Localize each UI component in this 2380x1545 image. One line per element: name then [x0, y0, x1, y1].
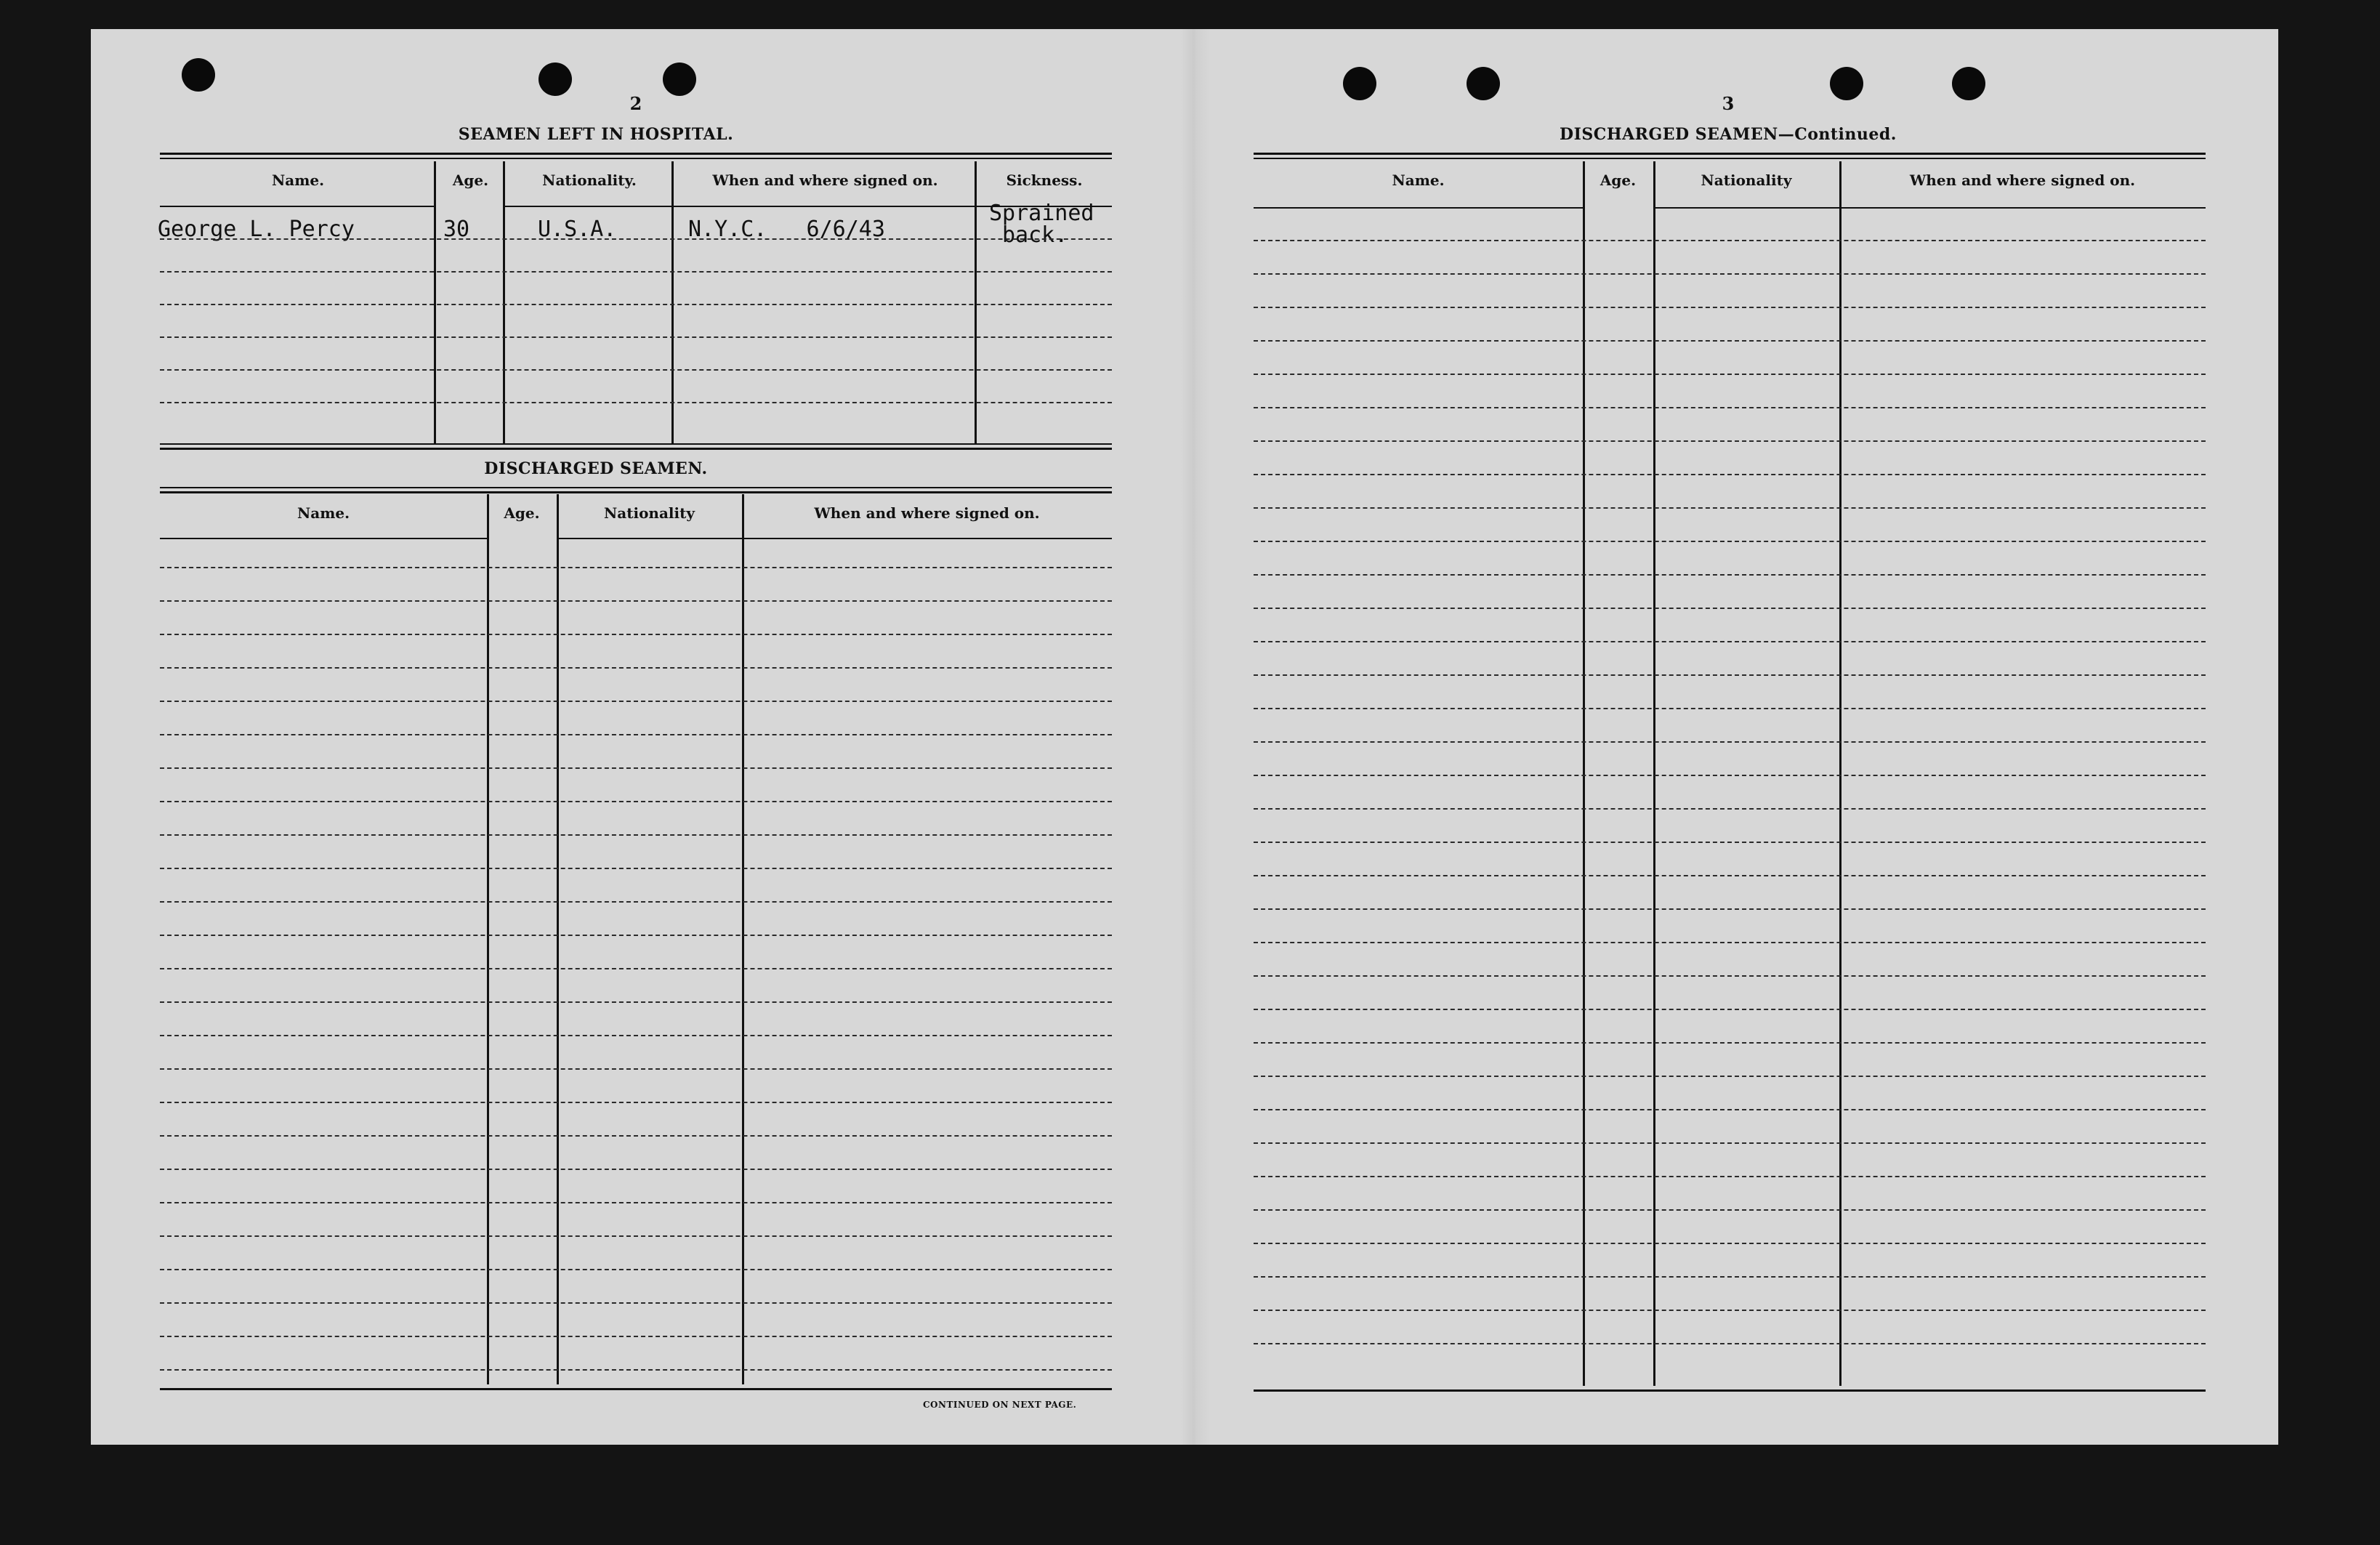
ruled-line [160, 1369, 1112, 1371]
ruled-line [1254, 1209, 2206, 1211]
ruled-line [160, 734, 1112, 735]
document-paper [91, 29, 2278, 1445]
hospital-header-underline [160, 206, 436, 207]
hospital-section-title: SEAMEN LEFT IN HOSPITAL. [458, 125, 734, 144]
punch-hole [1467, 67, 1500, 100]
ruled-line [160, 968, 1112, 969]
ruled-line [1254, 507, 2206, 509]
discharged-bottom-rule [160, 1388, 1112, 1390]
ruled-line [160, 402, 1112, 403]
continued-header-nationality: Nationality [1701, 172, 1792, 189]
ruled-line [160, 701, 1112, 702]
discharged-continued-title: DISCHARGED SEAMEN—Continued. [1560, 125, 1897, 144]
page-gutter [1181, 29, 1210, 1445]
ruled-line [160, 238, 1112, 240]
discharged-section-title: DISCHARGED SEAMEN. [484, 459, 708, 478]
hospital-top-rule [160, 153, 1112, 155]
ruled-line [160, 1336, 1112, 1337]
continued-header-underline [1254, 207, 1583, 209]
ruled-line [1254, 641, 2206, 642]
ruled-line [160, 304, 1112, 305]
hospital-header-underline [505, 206, 674, 207]
right-page-number: 3 [1722, 93, 1735, 114]
discharged-header-underline [742, 538, 1112, 539]
discharged-header-age: Age. [504, 504, 540, 522]
ruled-line [160, 1102, 1112, 1103]
ruled-line [1254, 1343, 2206, 1344]
ruled-line [1254, 440, 2206, 442]
ruled-line [1254, 1042, 2206, 1044]
discharged-column-divider [742, 494, 744, 1384]
ruled-line [1254, 942, 2206, 943]
left-page-number: 2 [629, 93, 642, 114]
ruled-line [1254, 374, 2206, 375]
ruled-line [1254, 1142, 2206, 1144]
ruled-line [1254, 541, 2206, 542]
discharged-column-divider [487, 494, 489, 1384]
ruled-line [1254, 908, 2206, 910]
ruled-line [1254, 407, 2206, 408]
ruled-line [160, 1302, 1112, 1304]
hospital-entry-nationality: U.S.A. [538, 217, 617, 242]
ruled-line [1254, 474, 2206, 475]
continued-header-underline [1839, 207, 2206, 209]
ruled-line [160, 1068, 1112, 1070]
continued-header-underline [1653, 207, 1839, 209]
ruled-line [160, 1035, 1112, 1036]
continued-column-divider [1653, 161, 1655, 1386]
discharged-header-signed-on: When and where signed on. [814, 504, 1040, 522]
discharged-top-rule [160, 487, 1112, 488]
punch-hole [1952, 67, 1985, 100]
ruled-line [160, 935, 1112, 936]
ruled-line [160, 801, 1112, 802]
discharged-top-rule-2 [160, 491, 1112, 493]
ruled-line [1254, 240, 2206, 241]
hospital-header-age: Age. [452, 172, 489, 189]
ruled-line [1254, 1109, 2206, 1110]
ruled-line [160, 901, 1112, 903]
discharged-header-underline [160, 538, 487, 539]
discharged-header-name: Name. [297, 504, 350, 522]
ruled-line [1254, 1243, 2206, 1244]
ruled-line [1254, 340, 2206, 342]
ruled-line [1254, 574, 2206, 576]
ruled-line [160, 600, 1112, 602]
ruled-line [1254, 708, 2206, 709]
continued-column-divider [1839, 161, 1842, 1386]
continued-top-rule [1254, 153, 2206, 155]
ruled-line [160, 1135, 1112, 1137]
ruled-line [1254, 1009, 2206, 1010]
ruled-line [1254, 1076, 2206, 1077]
ruled-line [160, 634, 1112, 635]
ruled-line [1254, 273, 2206, 275]
ruled-line [160, 271, 1112, 273]
ruled-line [160, 868, 1112, 869]
punch-hole [182, 58, 215, 92]
ruled-line [1254, 775, 2206, 776]
ruled-line [1254, 808, 2206, 810]
ruled-line [160, 667, 1112, 669]
continued-bottom-rule [1254, 1389, 2206, 1392]
hospital-entry-sickness-2: back. [1002, 222, 1068, 248]
hospital-header-sickness: Sickness. [1006, 172, 1083, 189]
ruled-line [1254, 1310, 2206, 1311]
ruled-line [1254, 842, 2206, 843]
discharged-header-underline [557, 538, 742, 539]
hospital-header-signed-on: When and where signed on. [712, 172, 938, 189]
ruled-line [160, 767, 1112, 769]
punch-hole [538, 62, 572, 96]
continued-header-name: Name. [1392, 172, 1445, 189]
discharged-header-nationality: Nationality [604, 504, 695, 522]
continued-header-age: Age. [1600, 172, 1637, 189]
hospital-bottom-rule [160, 443, 1112, 445]
ruled-line [160, 369, 1112, 371]
ruled-line [160, 1169, 1112, 1170]
hospital-entry-age: 30 [443, 217, 470, 242]
continued-top-rule-2 [1254, 158, 2206, 159]
continued-header-signed-on: When and where signed on. [1909, 172, 2136, 189]
punch-hole [1830, 67, 1863, 100]
ruled-line [160, 336, 1112, 338]
ruled-line [160, 1235, 1112, 1237]
ruled-line [160, 1001, 1112, 1003]
hospital-top-rule-2 [160, 158, 1112, 159]
ruled-line [1254, 1276, 2206, 1278]
ruled-line [160, 1202, 1112, 1203]
punch-hole [1343, 67, 1376, 100]
ruled-line [160, 1269, 1112, 1270]
ruled-line [1254, 1176, 2206, 1177]
hospital-header-name: Name. [271, 172, 325, 189]
ruled-line [1254, 875, 2206, 876]
hospital-bottom-rule-2 [160, 448, 1112, 450]
punch-hole [663, 62, 696, 96]
continued-note: CONTINUED ON NEXT PAGE. [923, 1400, 1077, 1410]
ruled-line [160, 567, 1112, 568]
continued-column-divider [1583, 161, 1585, 1386]
hospital-entry-signed-on: N.Y.C. 6/6/43 [688, 217, 885, 242]
ruled-line [1254, 741, 2206, 743]
hospital-header-nationality: Nationality. [542, 172, 637, 189]
ruled-line [1254, 307, 2206, 308]
ruled-line [1254, 975, 2206, 977]
hospital-entry-name: George L. Percy [158, 217, 355, 242]
hospital-entry-sickness: Sprained [989, 201, 1094, 226]
discharged-column-divider [557, 494, 559, 1384]
ruled-line [160, 834, 1112, 836]
ruled-line [1254, 608, 2206, 609]
ruled-line [1254, 674, 2206, 676]
